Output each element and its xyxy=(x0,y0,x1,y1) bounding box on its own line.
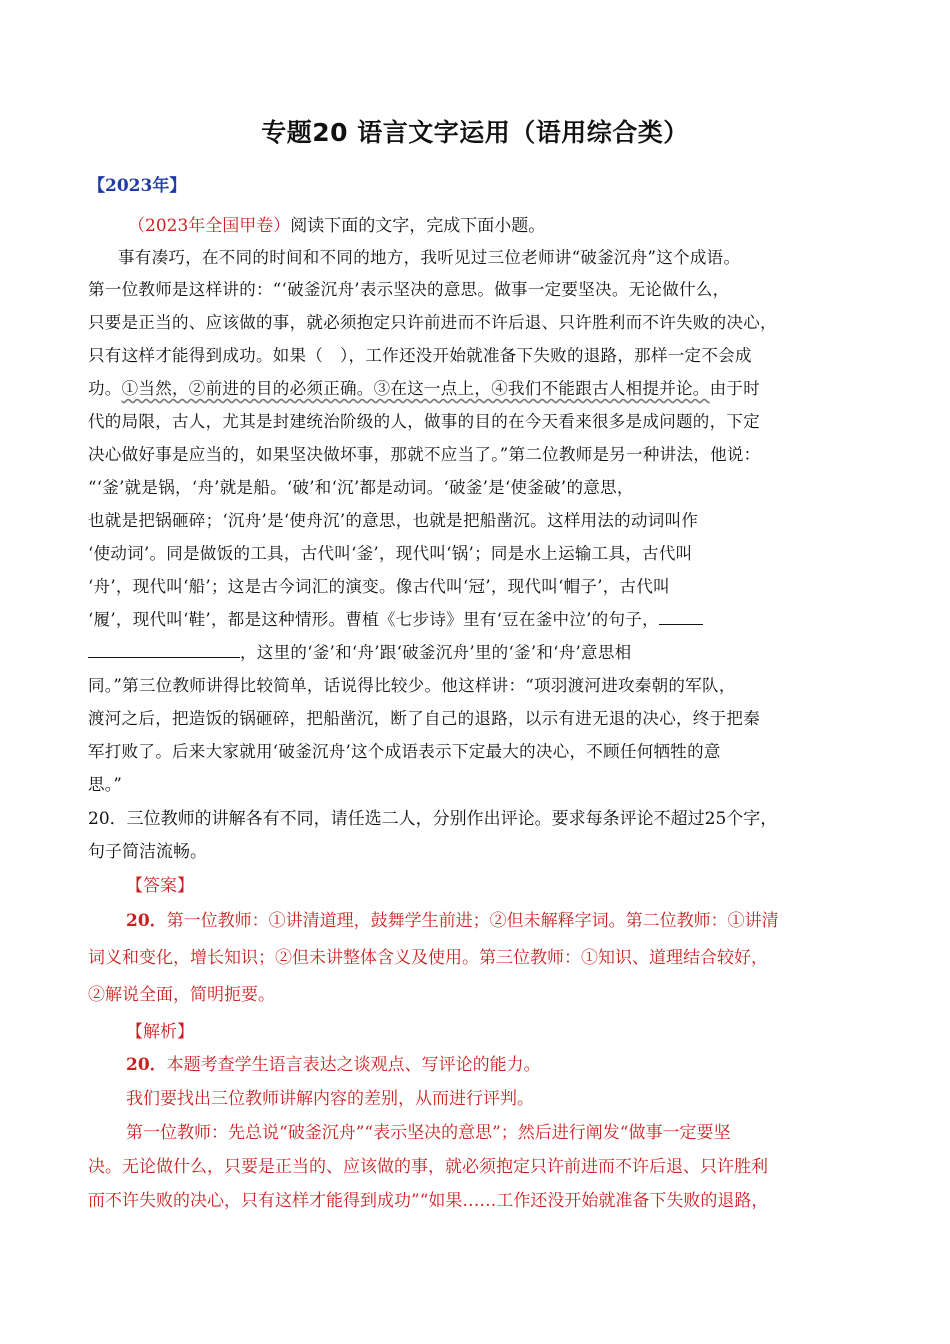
instruction-text: 阅读下面的文字，完成下面小题。 xyxy=(290,216,546,236)
passage-line-16: 军打败了。后来大家就用‘破釜沉舟’这个成语表示下定最大的决心，不顾任何牺牲的意 xyxy=(88,742,721,761)
year-tag: 【2023年】 xyxy=(88,176,187,196)
passage-line-13 xyxy=(88,639,863,663)
wavy-underlined-sentences: ①当然，②前进的目的必须正确。③在这一点上，④我们不能跟古人相提并论。 xyxy=(121,379,710,398)
passage-text: 功。 xyxy=(88,379,122,398)
analysis-line-4: 决。无论做什么，只要是正当的、应该做的事，就必须抱定只许前进而不许后退、只许胜利 xyxy=(88,1157,768,1177)
passage-line-12 xyxy=(88,606,863,630)
passage-line-11: ‘舟’，现代叫‘船’；这是古今词汇的演变。像古代叫‘冠’，现代叫‘帽子’，古代叫 xyxy=(88,577,670,596)
fill-blank xyxy=(659,610,703,625)
passage-line-1: 事有凑巧，在不同的时间和不同的地方，我听见过三位老师讲“破釜沉舟”这个成语。 xyxy=(118,248,741,267)
answer-number: 20． xyxy=(126,911,167,931)
passage-line-5 xyxy=(88,375,863,399)
analysis-line-3: 第一位教师：先总说“破釜沉舟”“表示坚决的意思”；然后进行阐发“做事一定要坚 xyxy=(126,1123,731,1143)
answer-label: 【答案】 xyxy=(126,876,194,896)
passage-line-3: 只要是正当的、应该做的事，就必须抱定只许前进而不许后退、只许胜利而不许失败的决心， xyxy=(88,313,777,332)
intro-line xyxy=(128,211,903,236)
passage-line-6: 代的局限，古人，尤其是封建统治阶级的人，做事的目的在今天看来很多是成问题的，下定 xyxy=(88,412,760,431)
analysis-label: 【解析】 xyxy=(126,1022,194,1042)
passage-line-8: “‘釜’就是锅，‘舟’就是船。‘破’和‘沉’都是动词。‘破釜’是‘使釜破’的意思， xyxy=(88,478,634,497)
passage-line-10: ‘使动词’。同是做饭的工具，古代叫‘釜’，现代叫‘锅’；同是水上运输工具，古代叫 xyxy=(88,544,693,563)
source-label: （2023年全国甲卷） xyxy=(128,216,291,236)
analysis-line-1 xyxy=(126,1050,901,1075)
passage-text: ‘履’，现代叫‘鞋’，都是这种情形。曹植《七步诗》里有‘豆在釜中泣’的句子， xyxy=(88,610,659,629)
passage-text: 由于时 xyxy=(709,379,761,398)
answer-line-3: ②解说全面，简明扼要。 xyxy=(88,985,275,1005)
passage-line-7: 决心做好事是应当的，如果坚决做坏事，那就不应当了。”第二位教师是另一种讲法，他说： xyxy=(88,445,761,464)
analysis-line-2: 我们要找出三位教师讲解内容的差别，从而进行评判。 xyxy=(126,1089,534,1109)
question-line-1: 20．三位教师的讲解各有不同，请任选二人，分别作出评论。要求每条评论不超过25个字， xyxy=(88,809,778,829)
passage-text: ，这里的‘釜’和‘舟’跟‘破釜沉舟’里的‘釜’和‘舟’意思相 xyxy=(240,643,632,662)
passage-line-15: 渡河之后，把造饭的锅砸碎，把船凿沉，断了自己的退路，以示有进无退的决心，终于把秦 xyxy=(88,709,760,728)
page-title: 专题20 语言文字运用（语用综合类） xyxy=(261,118,689,147)
answer-text: 第一位教师：①讲清道理，鼓舞学生前进；②但未解释字词。第二位教师：①讲清 xyxy=(166,911,779,931)
passage-line-17: 思。” xyxy=(88,775,123,794)
fill-blank xyxy=(88,643,240,658)
question-line-2: 句子简洁流畅。 xyxy=(88,842,207,862)
passage-line-14: 同。”第三位教师讲得比较简单，话说得比较少。他这样讲：“项羽渡河进攻秦朝的军队， xyxy=(88,676,736,695)
passage-line-9: 也就是把锅砸碎；‘沉舟’是‘使舟沉’的意思，也就是把船凿沉。这样用法的动词叫作 xyxy=(88,511,699,530)
passage-line-4: 只有这样才能得到成功。如果（ ），工作还没开始就准备下失败的退路，那样一定不会成 xyxy=(88,346,752,365)
analysis-text: 本题考查学生语言表达之谈观点、写评论的能力。 xyxy=(166,1055,541,1075)
passage-line-2: 第一位教师是这样讲的：“‘破釜沉舟’表示坚决的意思。做事一定要坚决。无论做什么， xyxy=(88,280,730,299)
analysis-line-5: 而不许失败的决心，只有这样才能得到成功”“如果……工作还没开始就准备下失败的退路， xyxy=(88,1191,769,1211)
answer-line-1 xyxy=(126,906,901,931)
answer-line-2: 词义和变化，增长知识；②但未讲整体含义及使用。第三位教师：①知识、道理结合较好， xyxy=(88,948,768,968)
analysis-number: 20． xyxy=(126,1055,167,1075)
